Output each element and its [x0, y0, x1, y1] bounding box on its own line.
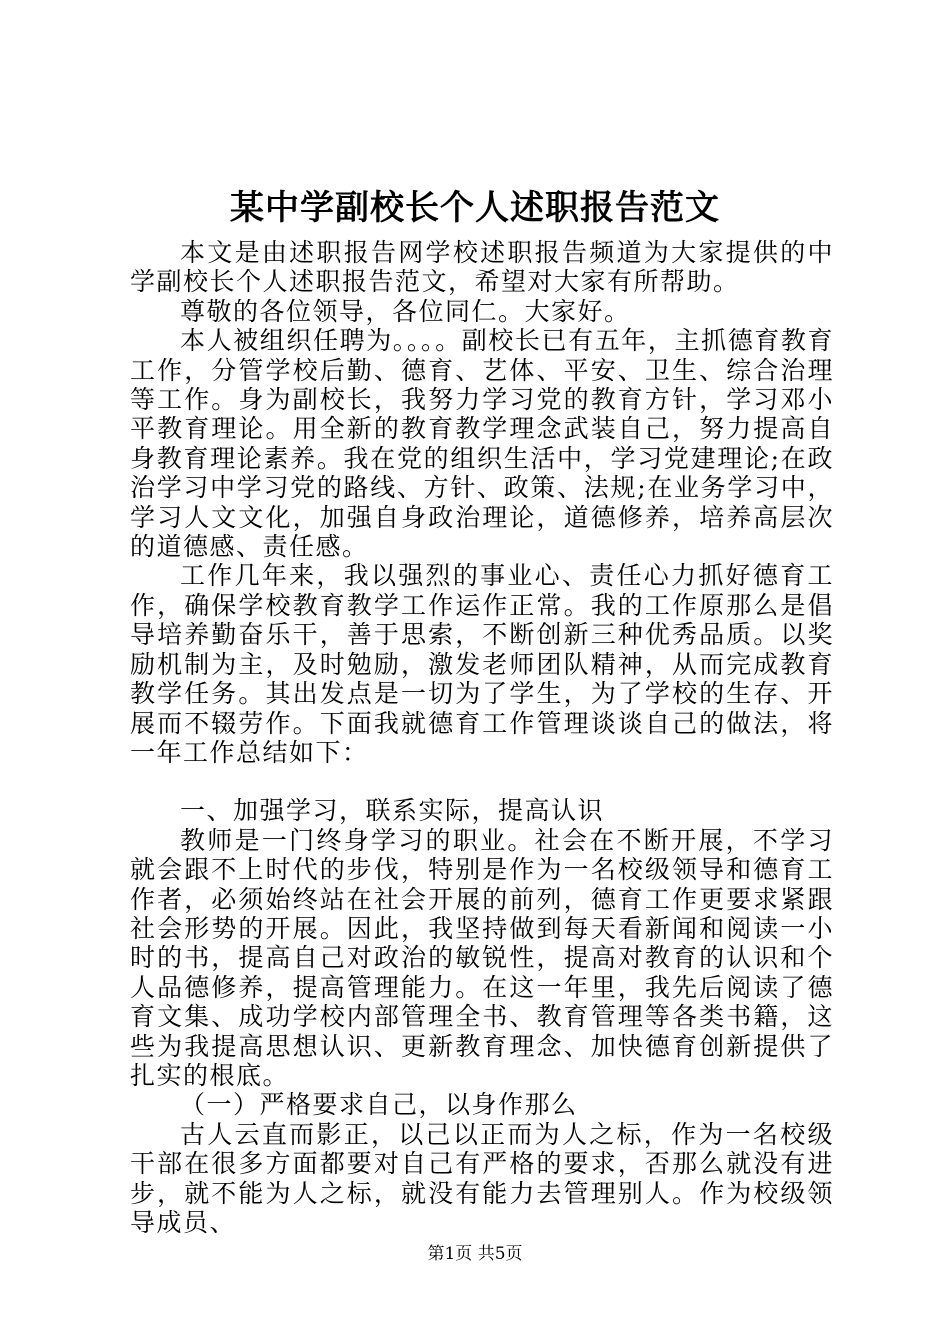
paragraph-intro: 本文是由述职报告网学校述职报告频道为大家提供的中学副校长个人述职报告范文，希望对大家有所帮助。: [130, 238, 834, 297]
paragraph-learning: 教师是一门终身学习的职业。社会在不断开展，不学习就会跟不上时代的步伐，特别是作为一名校级领导和德育工作者，必须始终站在社会开展的前列，德育工作更要求紧跟社会形势的开展。因此，我坚持做到每天看新闻和阅读一小时的书，提高自己对政治的敏锐性，提高对教育的认识和个人品德修养，提高管理能力。在这一年里，我先后阅读了德育文集、成功学校内部管理全书、教育管理等各类书籍，这些为我提高思想认识、更新教育理念、加快德育创新提供了扎实的根底。: [130, 825, 834, 1090]
document-title: 某中学副校长个人述职报告范文: [230, 188, 720, 228]
paragraph-work-summary: 工作几年来，我以强烈的事业心、责任心力抓好德育工作，确保学校教育教学工作运作正常。我的工作原那么是倡导培养勤奋乐干，善于思索，不断创新三种优秀品质。以奖励机制为主，及时勉励，激发老师团队精神，从而完成教育教学任务。其出发点是一切为了学生，为了学校的生存、开展而不辍劳作。下面我就德育工作管理谈谈自己的做法，将一年工作总结如下：: [130, 561, 834, 767]
paragraph-role: 本人被组织任聘为。。。。副校长已有五年，主抓德育教育工作，分管学校后勤、德育、艺体、平安、卫生、综合治理等工作。身为副校长，我努力学习党的教育方针，学习邓小平教育理论。用全新的教育教学理念武装自己，努力提高自身教育理论素养。我在党的组织生活中，学习党建理论;在政治学习中学习党的路线、方针、政策、法规;在业务学习中，学习人文文化，加强自身政治理论，道德修养，培养高层次的道德感、责任感。: [130, 326, 834, 562]
paragraph-greeting: 尊敬的各位领导，各位同仁。大家好。: [180, 296, 631, 326]
document-body: [130, 238, 834, 1237]
page-footer: 第1页 共5页: [427, 1244, 523, 1264]
paragraph-self-discipline: 古人云直而影正，以己以正而为人之标，作为一名校级干部在很多方面都要对自己有严格的要求，否那么就没有进步，就不能为人之标，就没有能力去管理别人。作为校级领导成员、: [130, 1119, 834, 1237]
subsection-heading-1: （一）严格要求自己，以身作那么: [180, 1090, 578, 1120]
section-heading-1: 一、加强学习，联系实际，提高认识: [180, 796, 605, 826]
